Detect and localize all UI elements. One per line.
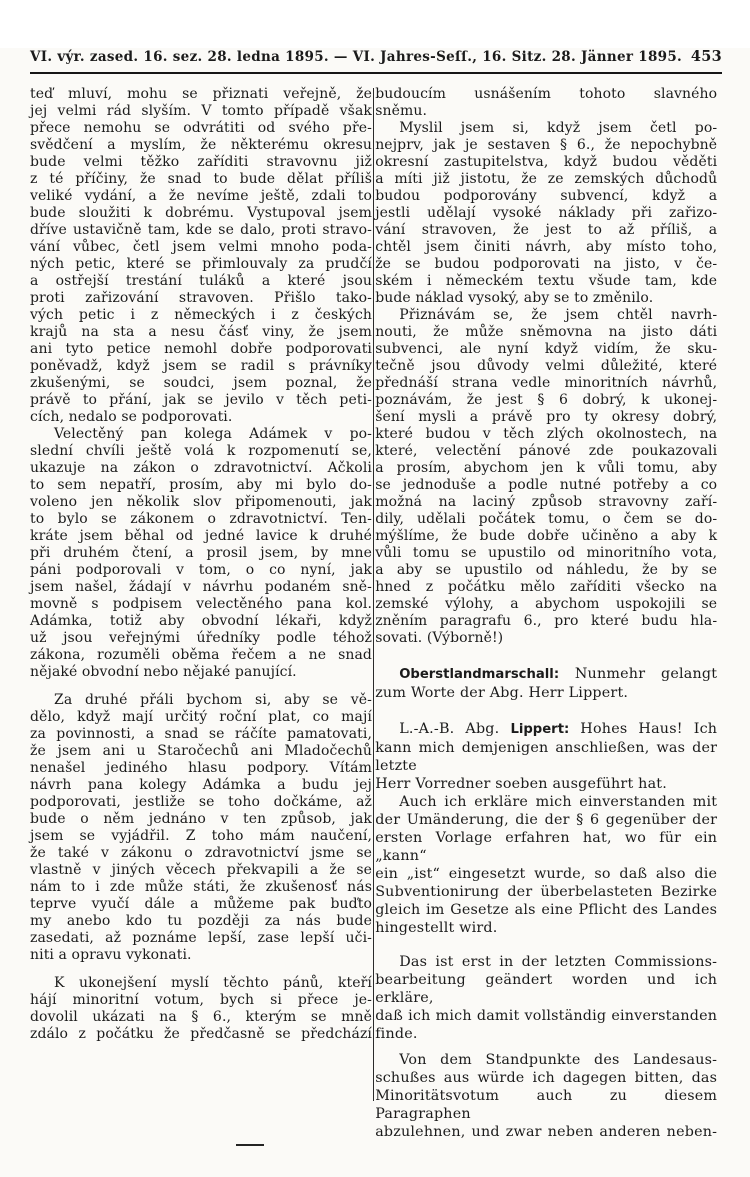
text-line: a aby se upustilo od náhledu, že by se [375, 562, 718, 578]
text-line: že také v zákonu o zdravotnictví jsme se [30, 845, 372, 861]
text-segment: L.-A.-B. Abg. [399, 721, 511, 737]
text-line: jej velmi rád slyším. V tomto případě však [30, 103, 372, 119]
text-line: tečně jsou důvody velmi důležité, které [375, 358, 718, 374]
text-line: poznávám, že jest § 6 dobrý, k ukonej- [375, 392, 718, 408]
text-line: z té příčiny, že snad to bude dělat příliš [30, 171, 372, 187]
paragraph [375, 120, 717, 307]
text-line: páni podporovali v tom, o co nyní, jak [30, 562, 372, 578]
text-line: teď mluví, mohu se přiznati veřejně, že [30, 86, 372, 102]
speaker-name: Oberstlandmarschall: [399, 667, 560, 682]
text-line: Myslil jsem si, když jsem četl po- [399, 120, 718, 136]
page-header [30, 48, 722, 65]
header-separator: — [333, 49, 348, 65]
text-line: při druhém čtení, a prosil jsem, by mne [30, 545, 372, 561]
text-line: sněmu. [375, 103, 428, 119]
text-segment: Nunmehr gelangt [559, 666, 718, 682]
text-line: právě to přání, jak se jevilo v těch peti- [30, 392, 372, 408]
paragraph [375, 720, 717, 793]
text-segment: Hohes Haus! Ich [569, 721, 718, 737]
text-line: to bylo se zákonem o zdravotnictví. Ten- [30, 511, 372, 527]
paragraph [30, 426, 372, 681]
text-line: jestli udělají vysoké náklady při zařizo- [375, 205, 718, 221]
text-line: podporovati, jestliže se toho dočkáme, až [30, 794, 372, 810]
text-line: hned z počátku mělo zaříditi všecko na [375, 579, 718, 595]
text-line: že jsem ani u Staročechů ani Mladočechů [30, 743, 372, 759]
paragraph [375, 953, 717, 1043]
text-line: Adámka, totiž aby obvodní lékaři, když [30, 613, 372, 629]
text-line: vlastně v jiných věcech překvapili a že se [30, 862, 372, 878]
paragraph [375, 665, 717, 702]
text-line: které, velectění pánové zde poukazovali [375, 443, 718, 459]
text-line: schußes aus würde ich dagegen bitten, das [375, 1070, 718, 1086]
text-line: návrh pana kolegy Adámka a budu jej [30, 777, 372, 793]
text-line: zum Worte der Abg. Herr Lippert. [375, 685, 629, 701]
text-line: se jednoduše a podle nutné potřeby a co [375, 477, 718, 493]
text-line: daß ich mich damit vollständig einverstanden [375, 1008, 718, 1024]
text-line: poněvadž, když jsem se radil s právníky [30, 358, 372, 374]
text-line: Velectěný pan kolega Adámek v po- [54, 426, 372, 442]
text-line: K ukonejšení myslí těchto pánů, kteří [54, 975, 372, 991]
text-line: ersten Vorlage erfahren hat, wo für ein „kann“ [375, 830, 718, 864]
paragraph [30, 975, 372, 1043]
text-line: abzulehnen, und zwar neben anderen neben- [375, 1124, 718, 1140]
text-line: zákona, rozuměli oběma řečem a ne snad [30, 647, 372, 663]
text-line: vání stravoven, že jest to až příliš, a [375, 222, 718, 238]
text-line: Přiznávám se, že jsem chtěl navrh- [399, 307, 718, 323]
right-column [375, 86, 717, 1141]
text-line: zdálo z počátku že předčasně se předchází [30, 1026, 372, 1042]
text-line: hájí minoritní votum, bych si přece je- [30, 992, 372, 1008]
text-line: veliké vydání, a že nevíme ještě, zdali to [30, 188, 372, 204]
text-line: přednáší strana vedle minoritních návrhů, [375, 375, 718, 391]
text-line: zasedati, až poznáme lepší, zase lepší uči- [30, 930, 372, 946]
header-citation-czech: VI. výr. zased. 16. sez. 28. ledna 1895. [30, 49, 329, 65]
text-line: Za druhé přáli bychom si, aby se vě- [54, 692, 372, 708]
page-number: 453 [690, 48, 722, 65]
text-line: dily, udělali počátek tomu, o čem se do- [375, 511, 718, 527]
text-line: gleich im Gesetze als eine Pflicht des Landes [375, 902, 718, 918]
text-line: dělo, když mají určitý roční plat, co mají [30, 709, 372, 725]
text-line: ein „ist“ eingesetzt wurde, so daß also die [375, 866, 718, 882]
text-line: okresní zastupitelstva, když budou věděti [375, 154, 718, 170]
text-line: a ostřejší trestání tuláků a které jsou [30, 273, 372, 289]
left-column [30, 86, 372, 1141]
text-line: ukazuje na zákon o zdravotnictví. Ačkoli [30, 460, 372, 476]
paragraph [375, 793, 717, 937]
text-line: ském i německém textu všude tam, kde [375, 273, 718, 289]
text-line: a míti již jistotu, že ze zemských důchodů [375, 171, 718, 187]
text-line: slední chvíli ještě volá k rozpomenutí se, [30, 443, 372, 459]
text-line: budoucím usnášením tohoto slavného [375, 86, 718, 102]
paragraph [375, 307, 717, 647]
text-line: nouti, že může sněmovna na jisto dáti [375, 324, 718, 340]
text-line: kráte jsem běhal od jedné lavice k druhé [30, 528, 372, 544]
text-line: to sem nepatří, prosím, aby mi bylo do- [30, 477, 372, 493]
paragraph [375, 1051, 717, 1141]
text-line: ani tyto petice nemohl dobře podporovati [30, 341, 372, 357]
text-line: vých petic i z německých i z českých [30, 307, 372, 323]
text-line: niti a opravu vykonati. [30, 947, 192, 963]
text-line: Von dem Standpunkte des Landesaus- [399, 1052, 718, 1068]
text-line: Herr Vorredner soeben ausgeführt hat. [375, 776, 667, 792]
text-line: ných petic, které se přimlouvaly za prudčí [30, 256, 372, 272]
scanned-document-page [0, 48, 750, 1177]
text-line [375, 720, 717, 739]
text-line: nenašel jediného hlasu podpory. Vítám [30, 760, 372, 776]
text-line: proti zařizování stravoven. Přišlo tako- [30, 290, 372, 306]
text-line: nejprv, jak je sestaven § 6., že nepochybně [375, 137, 718, 153]
text-line: nám to i zde může státi, že zkušenosť nás [30, 879, 372, 895]
text-line: bearbeitung geändert worden und ich erkläre, [375, 972, 718, 1006]
text-line: finde. [375, 1026, 418, 1042]
text-line: jsem se vyjádřil. Z toho mám naučení, [30, 828, 372, 844]
text-line: my anebo kdo tu později za nás bude [30, 913, 372, 929]
text-line: zemské výlohy, a abychom uspokojili se [375, 596, 718, 612]
text-line: der Umänderung, die der § 6 gegenüber der [375, 812, 718, 828]
text-line: dovolil ukázati na § 6., kterým se mně [30, 1009, 372, 1025]
text-line: Das ist erst in der letzten Commissions- [399, 954, 718, 970]
paragraph [30, 692, 372, 964]
column-divider [373, 88, 374, 1101]
text-line: možná na laciný způsob stravovny zaří- [375, 494, 718, 510]
text-line: bude sloužiti k dobrému. Vystupoval jsem [30, 205, 372, 221]
text-line: voleno jen několik slov připomenouti, jak [30, 494, 372, 510]
header-rule [30, 72, 722, 74]
header-citation-german: VI. Jahres-Seſſ., 16. Sitz. 28. Jänner 1895. [352, 49, 683, 65]
text-line: dříve ustavičně tam, kde se dalo, proti stravo- [30, 222, 372, 238]
text-line: že se budou podporovati na jisto, v če- [375, 256, 718, 272]
text-line: movně s podpisem velectěného pana kol. [30, 596, 372, 612]
text-line: nějaké obvodní nebo nějaké panující. [30, 664, 297, 680]
text-line: bude o něm jednáno v ten způsob, jak [30, 811, 372, 827]
text-line: šení mysli a právě pro ty okresy dobrý, [375, 409, 718, 425]
text-line: cích, nedalo se podporovati. [30, 409, 233, 425]
text-line: sovati. (Výborně!) [375, 630, 504, 646]
text-line: hingestellt wird. [375, 920, 498, 936]
text-line: budou podporovány subvencí, když a [375, 188, 718, 204]
text-line: Subventionirung der überbelasteten Bezirke [375, 884, 718, 900]
speaker-name: Lippert: [510, 722, 570, 737]
text-line: zněním paragrafu 6., pro které budu hla- [375, 613, 718, 629]
text-line: přece nemohu se odvrátiti od svého pře- [30, 120, 372, 136]
text-line: zkušenými, se soudci, jsem poznal, že [30, 375, 372, 391]
paragraph [375, 86, 717, 120]
text-line: bude velmi těžko zaříditi stravovnu již [30, 154, 372, 170]
text-line: a prosím, abychom jen k vůli tomu, aby [375, 460, 718, 476]
text-line [375, 665, 717, 684]
text-line: za povinnosti, a snad se ráčíte pamatovati, [30, 726, 372, 742]
text-line: které budou v těch zlých okolnostech, na [375, 426, 718, 442]
text-line: bude náklad vysoký, aby se to změnilo. [375, 290, 654, 306]
text-line: vůli tomu se upustilo od minoritního vota, [375, 545, 718, 561]
text-line: kann mich demjenigen anschließen, was der letzte [375, 740, 718, 774]
text-line: už jsou veřejnými úředníky podle téhož [30, 630, 372, 646]
text-line: jsem našel, žádají v návrhu podaném sně- [30, 579, 372, 595]
text-line: teprve vyučí dále a můžeme pak buďto [30, 896, 372, 912]
text-line: krajů na sta a nesu čásť viny, že jsem [30, 324, 372, 340]
text-line: Auch ich erkläre mich einverstanden mit [399, 794, 718, 810]
text-line: Minoritätsvotum auch zu diesem Paragraphen [375, 1088, 718, 1122]
text-line: chtěl jsem činiti návrh, aby místo toho, [375, 239, 718, 255]
text-line: subvenci, ale nyní když vidím, že sku- [375, 341, 718, 357]
bottom-stray-mark [236, 1144, 264, 1146]
text-columns [30, 86, 722, 1141]
paragraph [30, 86, 372, 426]
text-line: vání vůbec, četl jsem velmi mnoho poda- [30, 239, 372, 255]
text-line: svědčení a myslím, že některému okresu [30, 137, 372, 153]
text-line: mýšlíme, že bude dobře učiněno a aby k [375, 528, 718, 544]
